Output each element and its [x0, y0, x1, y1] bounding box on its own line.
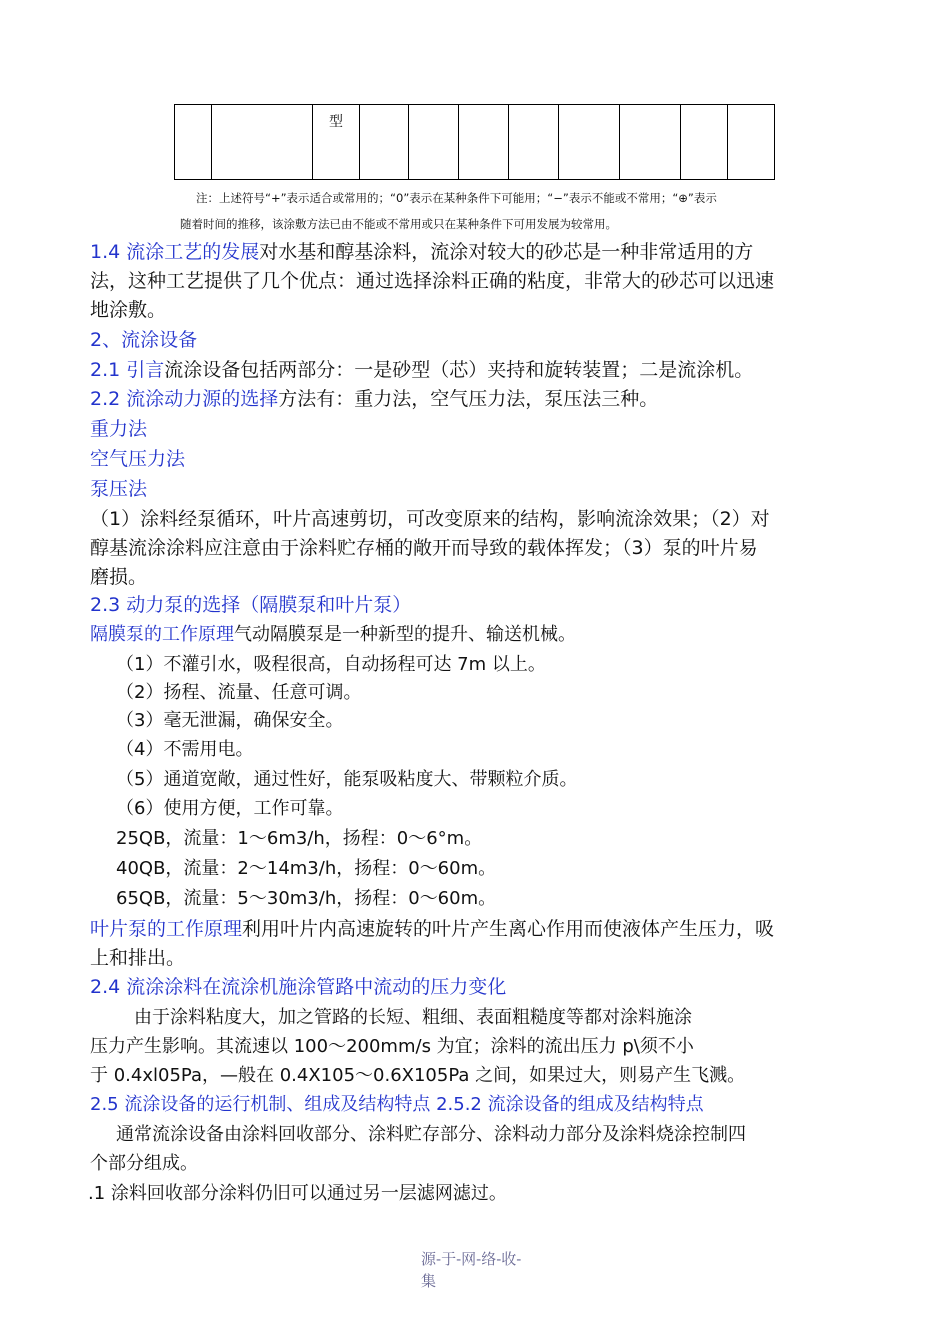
vane-text: 利用叶片内高速旋转的叶片产生离心作用而使液体产生压力，吸	[242, 918, 775, 940]
table-cell	[409, 105, 459, 180]
vane-heading: 叶片泵的工作原理	[90, 918, 243, 940]
property-table-fragment	[174, 104, 775, 180]
subheading-pump: 泵压法	[90, 478, 148, 500]
section-2-4-line1: 由于涂料粘度大，加之管路的长短、粗细、表面粗糙度等都对涂料施涂	[134, 1007, 692, 1028]
heading-2-5: 2.5 流涂设备的运行机制、组成及结构特点 2.5.2 流涂设备的组成及结构特点	[90, 1094, 704, 1115]
table-cell	[620, 105, 681, 180]
table-cell	[728, 105, 775, 180]
pump-para-line2: 醇基流涂涂料应注意由于涂料贮存桶的敞开而导致的载体挥发；（3）泵的叶片易	[90, 537, 758, 559]
section-2-5-line3: .1 涂料回收部分涂料仍旧可以通过另一层滤网滤过。	[88, 1183, 507, 1204]
table-cell	[509, 105, 559, 180]
table-cell	[360, 105, 409, 180]
diaphragm-text: 气动隔膜泵是一种新型的提升、输送机械。	[234, 624, 576, 645]
section-2-1	[90, 356, 753, 384]
table-cell-text: 型	[329, 114, 343, 130]
section-2-4-line3: 于 0.4xl05Pa，—般在 0.4X105〜0.6X105Pa 之间，如果过大，则易产生飞溅。	[90, 1065, 746, 1086]
table-cell	[175, 105, 212, 180]
heading-2-2: 2.2 流涂动力源的选择	[90, 388, 279, 410]
table-cell	[459, 105, 509, 180]
heading-2-4: 2.4 流涂涂料在流涂机施涂管路中流动的压力变化	[90, 976, 507, 998]
heading-2: 2、流涂设备	[90, 329, 198, 351]
section-1-4-text: 对水基和醇基涂料，流涂对较大的砂芯是一种非常适用的方	[259, 241, 754, 263]
list-item: （6）使用方便，工作可靠。	[116, 798, 344, 819]
diaphragm-principle	[90, 621, 576, 649]
table-cell	[212, 105, 313, 180]
section-1-4-line3: 地涂敷。	[90, 299, 167, 321]
heading-2-1: 2.1 引言	[90, 359, 165, 381]
table-note-line2: 随着时间的推移，该涂敷方法已由不能或不常用或只在某种条件下可用发展为较常用。	[180, 217, 617, 231]
list-item: （5）通道宽敞，通过性好，能泵吸粘度大、带颗粒介质。	[116, 769, 578, 790]
heading-2-3: 2.3 动力泵的选择（隔膜泵和叶片泵）	[90, 594, 412, 616]
subheading-air-pressure: 空气压力法	[90, 448, 186, 470]
heading-1-4: 1.4 流涂工艺的发展	[90, 241, 260, 263]
section-2-5-line2: 个部分组成。	[90, 1153, 198, 1174]
pump-spec: 25QB，流量：1〜6m3/h，扬程：0〜6°m。	[116, 828, 483, 849]
vane-principle	[90, 915, 774, 943]
footer-line2: 集	[421, 1272, 437, 1290]
section-1-4-line2: 法，这种工艺提供了几个优点：通过选择涂料正确的粘度，非常大的砂芯可以迅速	[90, 270, 775, 292]
table-note-line1: 注：上述符号“+”表示适合或常用的；“0”表示在某种条件下可能用；“−”表示不能或不常用；“⊕”表示	[196, 191, 717, 205]
pump-para-line3: 磨损。	[90, 566, 148, 588]
section-1-4	[90, 238, 753, 266]
table-cell	[313, 105, 360, 180]
section-2-1-text: 流涂设备包括两部分：一是砂型（芯）夹持和旋转装置；二是流涂机。	[164, 359, 754, 381]
section-2-2	[90, 385, 658, 413]
footer-line1: 源-于-网-络-收-	[421, 1250, 522, 1268]
vane-line2: 上和排出。	[90, 947, 186, 969]
pump-spec: 65QB，流量：5〜30m3/h，扬程：0〜60m。	[116, 888, 497, 909]
pump-para-line1: （1）涂料经泵循环，叶片高速剪切，可改变原来的结构，影响流涂效果；（2）对	[90, 508, 770, 530]
list-item: （2）扬程、流量、任意可调。	[116, 682, 362, 703]
pump-spec: 40QB，流量：2〜14m3/h，扬程：0〜60m。	[116, 858, 497, 879]
list-item: （1）不灌引水，吸程很高，自动扬程可达 7m 以上。	[116, 654, 546, 675]
section-2-2-text: 方法有：重力法，空气压力法，泵压法三种。	[278, 388, 659, 410]
table-cell	[559, 105, 620, 180]
section-2-4-line2: 压力产生影响。其流速以 100〜200mm/s 为宜；涂料的流出压力 p\须不小	[90, 1036, 694, 1057]
list-item: （4）不需用电。	[116, 739, 254, 760]
list-item: （3）毫无泄漏，确保安全。	[116, 710, 344, 731]
subheading-gravity: 重力法	[90, 418, 148, 440]
diaphragm-heading: 隔膜泵的工作原理	[90, 624, 234, 645]
table-row	[175, 105, 775, 180]
section-2-5-line1: 通常流涂设备由涂料回收部分、涂料贮存部分、涂料动力部分及涂料烧涂控制四	[116, 1124, 746, 1145]
table-cell	[681, 105, 728, 180]
